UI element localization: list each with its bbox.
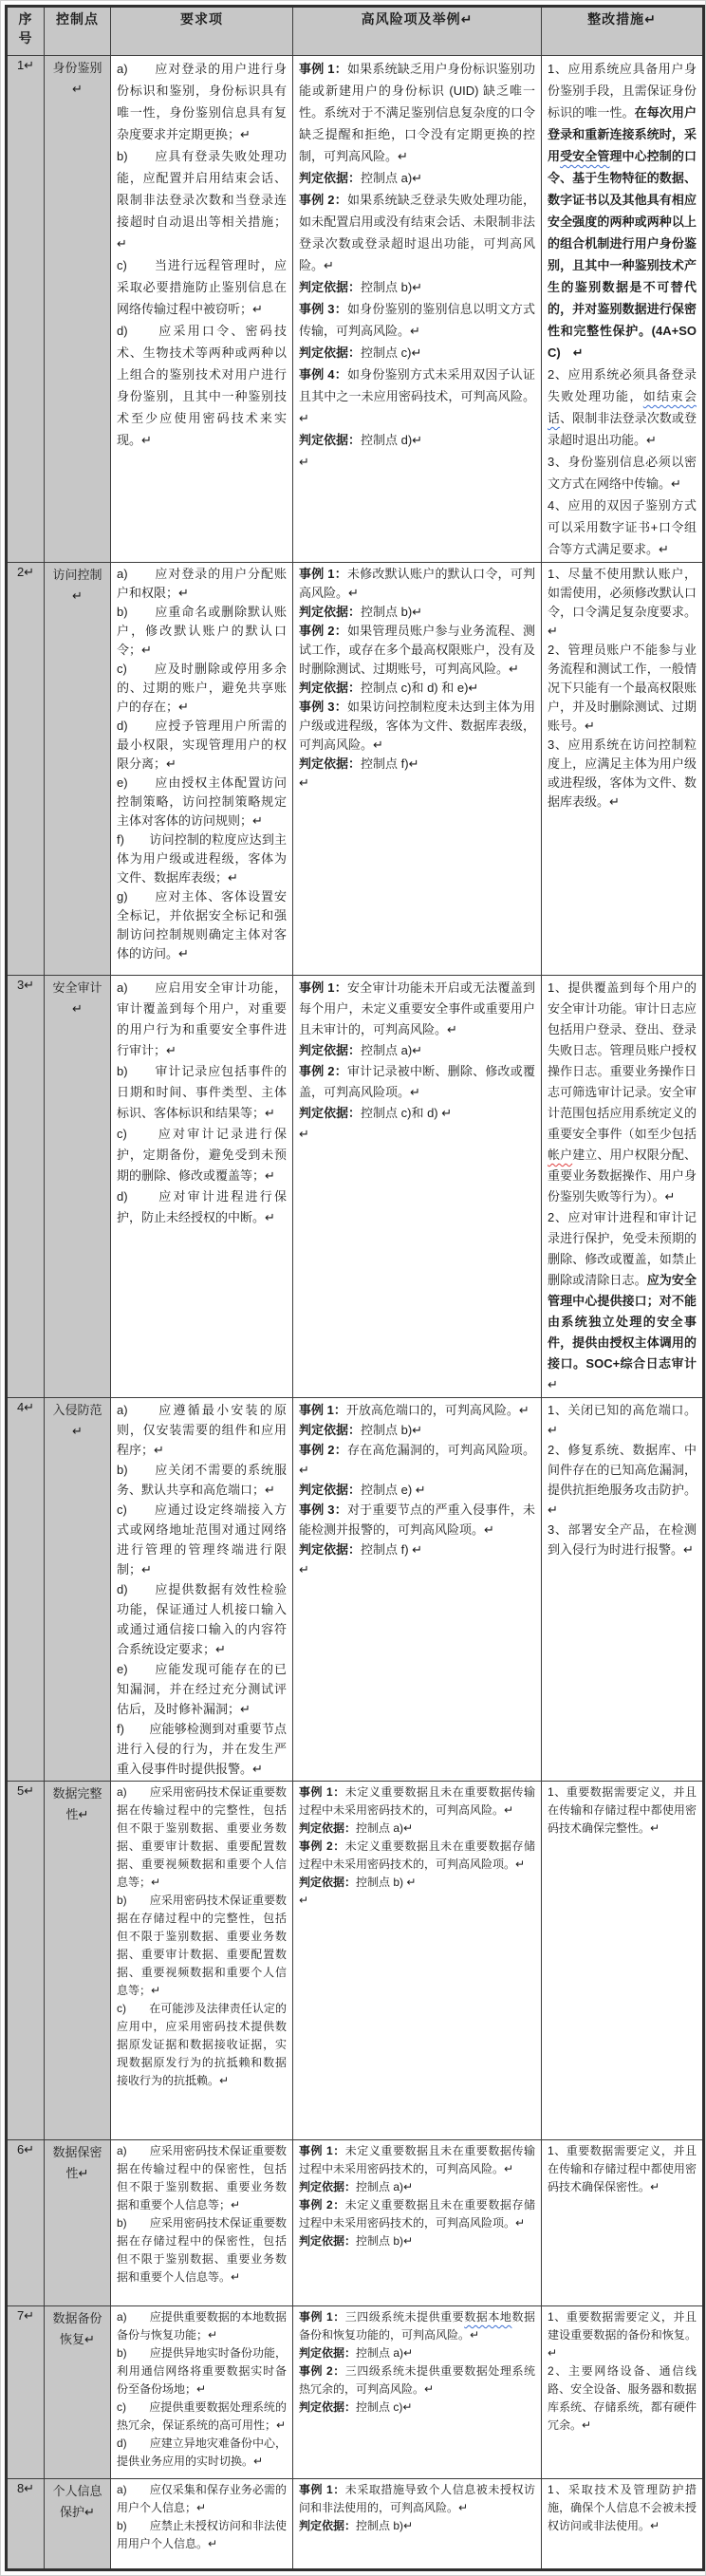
risk-examples-cell — [293, 2479, 542, 2570]
paragraph: 1、应用系统应具备用户身份鉴别手段，且需保证身份标识的唯一性。在每次用户登录和重新连接系统时，采用受安全管理中心控制的口令、基于生物特征的数据、数字证书以及其他具有相应安全强度的两种或两种以上的组合机制进行用户身份鉴别，且其中一种鉴别技术产生的鉴别数据是不可替代的，并对鉴别数据进行保密性和完整性保护。(4A+SOC) ↵ — [548, 62, 697, 360]
table-row — [7, 1782, 704, 2140]
paragraph: 事例 2：如果系统缺乏登录失败处理功能，如未配置启用或没有结束会话、未限制非法登录次数或登录超时退出功能，可判高风险。↵ — [299, 193, 535, 272]
paragraph: d) 应提供数据有效性检验功能，保证通过人机接口输入或通过通信接口输入的内容符合系统设定要求；↵ — [117, 1582, 287, 1656]
paragraph: c) 应通过设定终端接入方式或网络地址范围对通过网络进行管理的管理终端进行限制；↵ — [117, 1503, 287, 1577]
paragraph: 事例 1：未修改默认账户的默认口令，可判高风险。↵ — [299, 567, 535, 600]
paragraph: 事例 4：如身份鉴别方式未采用双因子认证且其中之一未应用密码技术，可判高风险。↵ — [299, 367, 535, 425]
paragraph: 2、修复系统、数据库、中间件存在的已知高危漏洞，提供抗拒绝服务攻击防护。↵ — [548, 1443, 697, 1517]
paragraph: 判定依据：控制点 b)↵ — [299, 280, 423, 294]
seq-cell: 2↵ — [7, 563, 45, 976]
requirements-cell — [111, 976, 293, 1398]
table-body — [7, 56, 704, 2570]
remediation-cell — [542, 2479, 704, 2570]
remediation-cell — [542, 976, 704, 1398]
paragraph: 判定依据：控制点 c)和 d) ↵ — [299, 1106, 453, 1120]
paragraph: 事例 1：开放高危端口的，可判高风险。↵ — [299, 1403, 530, 1417]
risk-examples-cell — [293, 976, 542, 1398]
paragraph: 事例 1：未定义重要数据且未在重要数据传输过程中未采用密码技术的，可判高风险。↵ — [299, 2144, 535, 2175]
paragraph: g) 应对主体、客体设置安全标记，并依据安全标记和强制访问控制规则确定主体对客体的访问。↵ — [117, 889, 287, 961]
paragraph: 判定依据：控制点 a)↵ — [299, 2346, 414, 2360]
paragraph: d) 应建立异地灾难备份中心，提供业务应用的实时切换。↵ — [117, 2436, 287, 2468]
paragraph: c) 应及时删除或停用多余的、过期的账户，避免共享账户的存在；↵ — [117, 662, 287, 714]
requirements-cell — [111, 56, 293, 563]
paragraph: 判定依据：控制点 b)↵ — [299, 2234, 414, 2248]
paragraph: 判定依据：控制点 a)↵ — [299, 1043, 423, 1057]
paragraph: f) 应能够检测到对重要节点进行入侵的行为，并在发生严重入侵事件时提供报警。↵ — [117, 1722, 287, 1776]
paragraph: 1、尽量不使用默认账户，如需使用，必须修改默认口令，口令满足复杂度要求。↵ — [548, 567, 697, 638]
paragraph: 判定依据：控制点 f)↵ — [299, 756, 419, 771]
paragraph: 事例 1：三四级系统未提供重要数据本地数据备份和恢复功能的，可判高风险。↵ — [299, 2310, 535, 2342]
paragraph: a) 应启用安全审计功能，审计覆盖到每个用户，对重要的用户行为和重要安全事件进行审计；↵ — [117, 980, 287, 1057]
table-row — [7, 2306, 704, 2479]
header-row — [7, 7, 704, 56]
paragraph: 判定依据：控制点 c)和 d) 和 e)↵ — [299, 681, 479, 695]
paragraph: c) 在可能涉及法律责任认定的应用中，应采用密码技术提供数据原发证据和数据接收证据，实现数据原发行为的抗抵赖和数据接收行为的抗抵赖。↵ — [117, 2002, 287, 2087]
paragraph: 1、重要数据需要定义，并且建设重要数据的备份和恢复。↵ — [548, 2310, 697, 2360]
paragraph: 判定依据：控制点 e) ↵ — [299, 1483, 426, 1497]
paragraph: 事例 2：如果管理员账户参与业务流程、测试工作，或存在多个最高权限账户，没有及时删除测试、过期账号，可判高风险。↵ — [299, 624, 535, 676]
paragraph: 1、重要数据需要定义，并且在传输和存储过程中都使用密码技术确保完整性。↵ — [548, 1785, 697, 1835]
control-point-cell: 安全审计↵ — [45, 976, 111, 1398]
paragraph: ↵ — [299, 1127, 309, 1141]
requirements-cell — [111, 2479, 293, 2570]
paragraph: b) 应具有登录失败处理功能，应配置并启用结束会话、限制非法登录次数和当登录连接超时自动退出等相关措施；↵ — [117, 149, 287, 251]
control-point-cell: 数据保密性↵ — [45, 2140, 111, 2306]
control-point-cell: 个人信息保护↵ — [45, 2479, 111, 2570]
header-cell-remediation: 整改措施↵ — [542, 7, 704, 56]
paragraph: 2、主要网络设备、通信线路、安全设备、服务器和数据库系统、存储系统，都有硬件冗余。↵ — [548, 2364, 697, 2432]
paragraph: 判定依据：控制点 b)↵ — [299, 1423, 423, 1437]
paragraph: 判定依据：控制点 c)↵ — [299, 345, 422, 360]
paragraph: e) 应能发现可能存在的已知漏洞，并在经过充分测试评估后，及时修补漏洞；↵ — [117, 1662, 287, 1716]
paragraph: 判定依据：控制点 f) ↵ — [299, 1542, 423, 1557]
table-row — [7, 563, 704, 976]
paragraph: c) 应对审计记录进行保护，定期备份，避免受到未预期的删除、修改或覆盖等；↵ — [117, 1127, 287, 1183]
paragraph: 事例 1：未采取措施导致个人信息被未授权访问和非法使用的，可判高风险。↵ — [299, 2483, 535, 2514]
paragraph: 1、关闭已知的高危端口。↵ — [548, 1403, 697, 1437]
paragraph: 判定依据：控制点 d)↵ — [299, 433, 423, 447]
paragraph: ↵ — [299, 775, 309, 790]
security-requirements-table — [5, 5, 705, 2571]
risk-examples-cell — [293, 563, 542, 976]
table-row — [7, 1398, 704, 1782]
control-point-cell: 入侵防范↵ — [45, 1398, 111, 1782]
remediation-cell — [542, 1398, 704, 1782]
seq-cell: 3↵ — [7, 976, 45, 1398]
remediation-cell — [542, 563, 704, 976]
paragraph: f) 访问控制的粒度应达到主体为用户级或进程级，客体为文件、数据库表级；↵ — [117, 832, 287, 885]
paragraph: 事例 1：未定义重要数据且未在重要数据传输过程中未采用密码技术的，可判高风险。↵ — [299, 1785, 535, 1817]
table-row — [7, 976, 704, 1398]
paragraph: ↵ — [299, 455, 309, 469]
paragraph: ↵ — [299, 1894, 309, 1907]
paragraph: 1、采取技术及管理防护措施，确保个人信息不会被未授权访问或非法使用。↵ — [548, 2483, 697, 2532]
table-row — [7, 56, 704, 563]
seq-cell: 6↵ — [7, 2140, 45, 2306]
paragraph: b) 应采用密码技术保证重要数据在存储过程中的完整性，包括但不限于鉴别数据、重要业务数据、重要审计数据、重要配置数据、重要视频数据和重要个人信息等；↵ — [117, 1894, 287, 1997]
paragraph: a) 应采用密码技术保证重要数据在传输过程中的完整性，包括但不限于鉴别数据、重要业务数据、重要审计数据、重要配置数据、重要视频数据和重要个人信息等；↵ — [117, 1785, 287, 1889]
header-cell-control-point: 控制点 — [45, 7, 111, 56]
paragraph: 事例 2：三四级系统未提供重要数据处理系统热冗余的，可判高风险。↵ — [299, 2364, 535, 2396]
table-row — [7, 2479, 704, 2570]
paragraph: 判定依据：控制点 a)↵ — [299, 1821, 414, 1835]
risk-examples-cell — [293, 2306, 542, 2479]
header-cell-seq: 序号 — [7, 7, 45, 56]
risk-examples-cell — [293, 1398, 542, 1782]
paragraph: 判定依据：控制点 c)↵ — [299, 2400, 413, 2414]
remediation-cell — [542, 1782, 704, 2140]
paragraph: 事例 3：如果访问控制粒度未达到主体为用户级或进程级，客体为文件、数据库表级，可判高风险。↵ — [299, 700, 535, 752]
paragraph: c) 应提供重要数据处理系统的热冗余，保证系统的高可用性；↵ — [117, 2400, 287, 2432]
paragraph: 3、部署安全产品，在检测到入侵行为时进行报警。↵ — [548, 1522, 697, 1557]
table-row — [7, 2140, 704, 2306]
paragraph: c) 当进行远程管理时，应采取必要措施防止鉴别信息在网络传输过程中被窃听；↵ — [117, 258, 287, 316]
paragraph: a) 应仅采集和保存业务必需的用户个人信息；↵ — [117, 2483, 287, 2514]
remediation-cell — [542, 2306, 704, 2479]
seq-cell: 5↵ — [7, 1782, 45, 2140]
risk-examples-cell — [293, 1782, 542, 2140]
paragraph: 2、应用系统必须具备登录失败处理功能，如结束会话、限制非法登录次数或登录超时退出功能。↵ — [548, 367, 697, 447]
paragraph: 事例 3：对于重要节点的严重入侵事件，未能检测并报警的，可判高风险项。↵ — [299, 1503, 535, 1537]
paragraph: ↵ — [299, 1562, 309, 1577]
remediation-cell — [542, 56, 704, 563]
paragraph: b) 应提供异地实时备份功能，利用通信网络将重要数据实时备份至备份场地；↵ — [117, 2346, 287, 2396]
paragraph: d) 应采用口令、密码技术、生物技术等两种或两种以上组合的鉴别技术对用户进行身份鉴别，且其中一种鉴别技术至少应使用密码技术来实现。↵ — [117, 324, 287, 447]
paragraph: 2、应对审计进程和审计记录进行保护，免受未预期的删除、修改或覆盖，如禁止删除或清除日志。应为安全管理中心提供接口；对不能由系统独立处理的安全事件，提供由授权主体调用的接口。SOC+综合日志审计↵ — [548, 1210, 697, 1391]
control-point-cell: 身份鉴别↵ — [45, 56, 111, 563]
seq-cell: 1↵ — [7, 56, 45, 563]
paragraph: e) 应由授权主体配置访问控制策略，访问控制策略规定主体对客体的访问规则；↵ — [117, 775, 287, 828]
requirements-cell — [111, 2140, 293, 2306]
paragraph: 3、应用系统在访问控制粒度上，应满足主体为用户级或进程级，客体为文件、数据库表级。↵ — [548, 737, 697, 809]
header-cell-requirements: 要求项 — [111, 7, 293, 56]
risk-examples-cell — [293, 2140, 542, 2306]
paragraph: 判定依据：控制点 b)↵ — [299, 2519, 414, 2532]
table-header — [7, 7, 704, 56]
paragraph: 2、管理员账户不能参与业务流程和测试工作，一般情况下只能有一个最高权限账户，并及时删除测试、过期账号。↵ — [548, 643, 697, 733]
paragraph: a) 应对登录的用户分配账户和权限；↵ — [117, 567, 287, 600]
paragraph: 1、重要数据需要定义，并且在传输和存储过程中都使用密码技术确保保密性。↵ — [548, 2144, 697, 2193]
paragraph: 判定依据：控制点 a)↵ — [299, 171, 423, 185]
paragraph: 3、身份鉴别信息必须以密文方式在网络中传输。↵ — [548, 455, 697, 491]
paragraph: 事例 1：安全审计功能未开启或无法覆盖到每个用户，未定义重要安全事件或重要用户且未审计的，可判高风险。↵ — [299, 980, 535, 1036]
paragraph: 事例 2：未定义重要数据且未在重要数据存储过程中未采用密码技术的，可判高风险项。↵ — [299, 2198, 535, 2230]
paragraph: a) 应对登录的用户进行身份标识和鉴别，身份标识具有唯一性，身份鉴别信息具有复杂度要求并定期更换；↵ — [117, 62, 287, 141]
paragraph: 判定依据：控制点 b) ↵ — [299, 1876, 417, 1889]
seq-cell: 7↵ — [7, 2306, 45, 2479]
seq-cell: 8↵ — [7, 2479, 45, 2570]
requirements-cell — [111, 1398, 293, 1782]
paragraph: 4、应用的双因子鉴别方式可以采用数字证书+口令组合等方式满足要求。↵ — [548, 498, 697, 556]
paragraph: a) 应遵循最小安装的原则，仅安装需要的组件和应用程序；↵ — [117, 1403, 287, 1457]
risk-examples-cell — [293, 56, 542, 563]
paragraph: 事例 3：如身份鉴别的鉴别信息以明文方式传输，可判高风险。↵ — [299, 302, 535, 338]
remediation-cell — [542, 2140, 704, 2306]
paragraph: 事例 2：存在高危漏洞的，可判高风险项。↵ — [299, 1443, 535, 1477]
paragraph: 事例 1：如果系统缺乏用户身份标识鉴别功能或新建用户的身份标识 (UID) 缺乏唯一性。系统对于不满足鉴别信息复杂度的口令缺乏提醒和拒绝，口令没有定期更换的控制，可判高风险。↵ — [299, 62, 535, 163]
control-point-cell: 数据完整性↵ — [45, 1782, 111, 2140]
paragraph: 事例 2：未定义重要数据且未在重要数据存储过程中未采用密码技术的，可判高风险项。↵ — [299, 1839, 535, 1871]
paragraph: 事例 2：审计记录被中断、删除、修改或覆盖，可判高风险项。↵ — [299, 1064, 535, 1099]
paragraph: d) 应授予管理用户所需的最小权限，实现管理用户的权限分离；↵ — [117, 719, 287, 771]
requirements-cell — [111, 563, 293, 976]
paragraph: a) 应提供重要数据的本地数据备份与恢复功能；↵ — [117, 2310, 287, 2342]
requirements-cell — [111, 2306, 293, 2479]
paragraph: b) 应采用密码技术保证重要数据在存储过程中的保密性，包括但不限于鉴别数据、重要业务数据和重要个人信息等。↵ — [117, 2216, 287, 2284]
paragraph: a) 应采用密码技术保证重要数据在传输过程中的保密性，包括但不限于鉴别数据、重要业务数据和重要个人信息等；↵ — [117, 2144, 287, 2212]
paragraph: 判定依据：控制点 b)↵ — [299, 605, 423, 619]
paragraph: 1、提供覆盖到每个用户的安全审计功能。审计日志应包括用户登录、登出、登录失败日志。管理员账户授权操作日志。重要业务操作日志可筛选审计记录。安全审计范围包括应用系统定义的重要安全事件（如至少包括帐户建立、用户权限分配、重要业务数据操作、用户身份鉴别失败等行为）。↵ — [548, 980, 697, 1204]
seq-cell: 4↵ — [7, 1398, 45, 1782]
paragraph: b) 审计记录应包括事件的日期和时间、事件类型、主体标识、客体标识和结果等；↵ — [117, 1064, 287, 1120]
paragraph: b) 应重命名或删除默认账户，修改默认账户的默认口令；↵ — [117, 605, 287, 657]
control-point-cell: 访问控制↵ — [45, 563, 111, 976]
paragraph: b) 应关闭不需要的系统服务、默认共享和高危端口；↵ — [117, 1463, 287, 1497]
paragraph: d) 应对审计进程进行保护，防止未经授权的中断。↵ — [117, 1189, 287, 1224]
paragraph: 判定依据：控制点 a)↵ — [299, 2180, 414, 2193]
requirements-cell — [111, 1782, 293, 2140]
header-cell-risk-examples: 高风险项及举例↵ — [293, 7, 542, 56]
paragraph: b) 应禁止未授权访问和非法使用用户个人信息。↵ — [117, 2519, 287, 2550]
control-point-cell: 数据备份恢复↵ — [45, 2306, 111, 2479]
